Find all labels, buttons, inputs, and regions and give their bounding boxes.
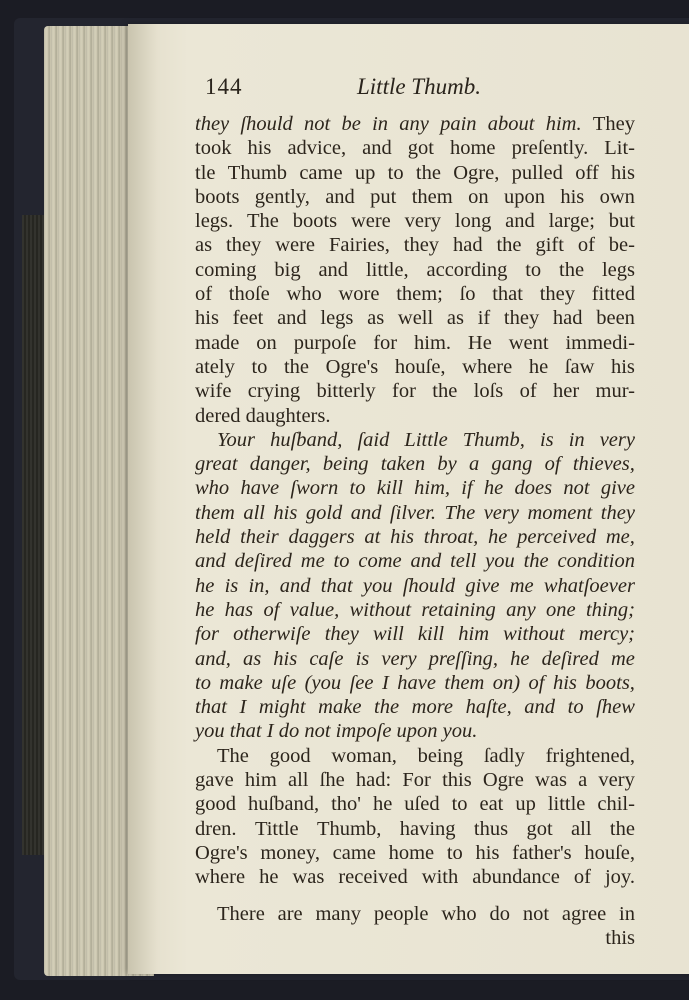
text-line: legs. The boots were very long and large; but	[195, 210, 635, 233]
text-line: Ogre's money, came home to his father's houſe,	[195, 841, 635, 864]
text-line: to make uſe (you ſee I have them on) of his boots,	[195, 671, 635, 694]
text-line: as they were Fairies, they had the gift of be-	[195, 234, 635, 257]
text-line: coming big and little, according to the legs	[195, 258, 635, 281]
text-line: that I might make the more haſte, and to ſhew	[195, 696, 635, 719]
text-line: held their daggers at his throat, he perceived me,	[195, 526, 635, 549]
text-line: you that I do not impoſe upon you.	[195, 720, 478, 743]
text-line: his feet and legs as well as if they had been	[195, 307, 635, 330]
text-line: this	[605, 926, 635, 949]
body-text	[195, 112, 635, 950]
text-line: of thoſe who wore them; ſo that they fitted	[195, 283, 635, 306]
text-line: wife crying bitterly for the loſs of her mur-	[195, 380, 635, 403]
text-line: and deſired me to come and tell you the condition	[195, 550, 635, 573]
text-line: dered daughters.	[195, 404, 331, 427]
text-line: tle Thumb came up to the Ogre, pulled off his	[195, 161, 635, 184]
running-title: Little Thumb.	[357, 74, 481, 99]
text-line: who have ſworn to kill him, if he does not give	[195, 477, 635, 500]
text-line: them all his gold and ſilver. The very moment they	[195, 501, 635, 524]
text-line: ately to the Ogre's houſe, where he ſaw his	[195, 355, 635, 378]
text-line: took his advice, and got home preſently. Lit-	[195, 137, 635, 160]
text-line: great danger, being taken by a gang of thieves,	[195, 453, 635, 476]
text-line: he has of value, without retaining any one thing;	[195, 598, 635, 621]
text-line: where he was received with abundance of joy.	[195, 866, 635, 889]
text-line: for otherwiſe they will kill him without mercy;	[195, 623, 635, 646]
text-line: dren. Tittle Thumb, having thus got all the	[195, 817, 635, 840]
page-number: 144	[205, 74, 243, 99]
text-line: boots gently, and put them on upon his own	[195, 185, 635, 208]
text-line: Your huſband, ſaid Little Thumb, is in very	[217, 428, 635, 451]
text-line: good huſband, tho' he uſed to eat up little chil-	[195, 793, 635, 816]
text-line: gave him all ſhe had: For this Ogre was a very	[195, 769, 635, 792]
text-line: The good woman, being ſadly frightened,	[217, 744, 635, 767]
text-line: There are many people who do not agree in	[217, 902, 635, 925]
text-line: made on purpoſe for him. He went immedi-	[195, 331, 635, 354]
text-line: and, as his caſe is very preſſing, he deſired me	[195, 647, 635, 670]
text-line: he is in, and that you ſhould give me whatſoever	[195, 574, 635, 597]
book-spine-cloth	[22, 215, 44, 855]
text-line: they ſhould not be in any pain about him. They	[195, 113, 635, 135]
